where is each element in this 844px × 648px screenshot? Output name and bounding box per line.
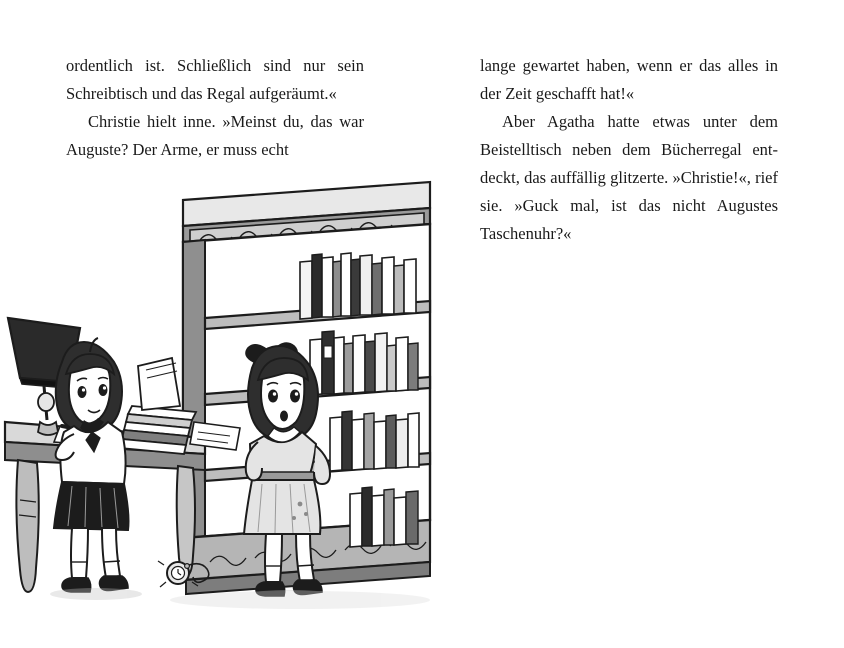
book-row-2 xyxy=(310,331,418,395)
right-text-column xyxy=(480,52,778,248)
book-row-4 xyxy=(350,487,418,547)
chapter-illustration xyxy=(0,170,440,648)
left-text-column xyxy=(66,52,364,164)
paragraph: Aber Agatha hatte etwas unter dem Beistelltisch neben dem Bücherregal ent-deckt, das auffällig glitzerte. »Christie!«, rief sie. »Guck mal, ist das nicht Augustes Taschenuhr?« xyxy=(480,112,778,243)
paragraph: lange gewartet haben, wenn er das alles in der Zeit geschafft hat!« xyxy=(480,56,778,103)
floor-shadow xyxy=(50,588,430,609)
girl-left-figure xyxy=(54,338,129,592)
book-row-3 xyxy=(330,411,419,471)
paragraph: ordentlich ist. Schließlich sind nur sein Schreibtisch und das Regal aufgeräumt.« xyxy=(66,56,364,103)
paragraph: Christie hielt inne. »Meinst du, das war Auguste? Der Arme, er muss echt xyxy=(66,112,364,159)
